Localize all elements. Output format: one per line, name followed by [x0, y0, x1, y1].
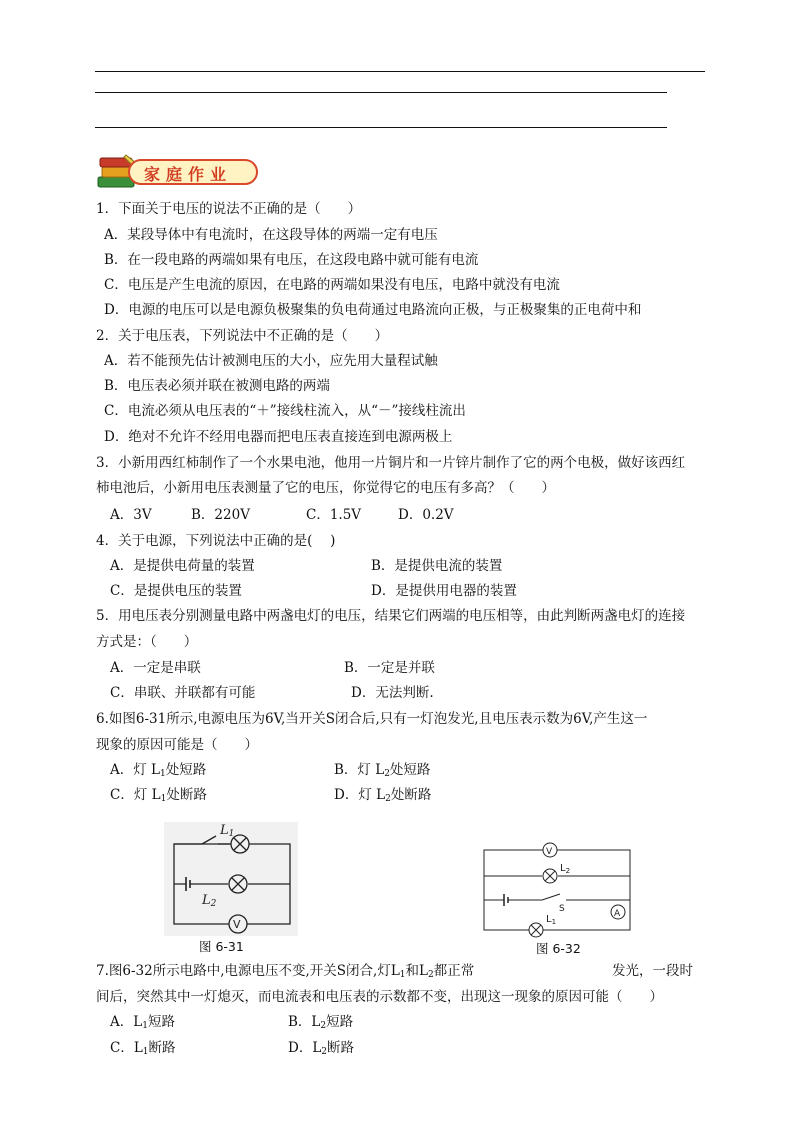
q6-option-c: C．灯 $L_1$处断路 — [110, 787, 207, 804]
fig632-l1-label: $L_1$ — [546, 914, 557, 926]
circuit-diagram-6-32 — [480, 838, 636, 942]
q1-option-a: A．某段导体中有电流时，在这段导体的两端一定有电压 — [104, 227, 438, 243]
circuit-diagram-6-31 — [164, 822, 298, 936]
fig631-l2-label: L2 — [202, 893, 217, 909]
q5-option-c: C．串联、并联都有可能 — [110, 685, 256, 701]
figure-6-31-caption: 图 6-31 — [199, 939, 244, 954]
q5-stem-line1: 5．用电压表分别测量电路中两盏电灯的电压，结果它们两端的电压相等，由此判断两盏电灯的连接 — [96, 608, 686, 624]
q7-stem-line2: 间后，突然其中一灯熄灭，而电流表和电压表的示数都不变，出现这一现象的原因可能（ ） — [96, 989, 663, 1005]
q1-option-d: D．电源的电压可以是电源负极聚集的负电荷通过电路流向正极，与正极聚集的正电荷中和 — [104, 302, 642, 318]
q2-option-c: C．电流必须从电压表的“＋”接线柱流入，从“－”接线柱流出 — [104, 403, 466, 419]
q7-option-c: C．$L_1$断路 — [110, 1040, 176, 1057]
answer-line-3 — [95, 127, 667, 128]
fig632-l2-label: $L_2$ — [560, 863, 571, 875]
fig631-voltmeter-label: V — [233, 918, 241, 931]
fig632-switch-label: S — [559, 904, 565, 914]
figure-6-32-caption: 图 6-32 — [536, 941, 581, 956]
fig631-l1-label: L1 — [220, 823, 235, 839]
q7-stem-line1-tail: 发光，一段时 — [612, 963, 693, 979]
q5-option-d: D．无法判断. — [351, 685, 434, 701]
figure-6-32 — [480, 838, 636, 942]
q1-option-b: B．在一段电路的两端如果有电压，在这段电路中就可能有电流 — [104, 252, 479, 268]
q5-stem-line2: 方式是：（ ） — [96, 634, 198, 650]
q1-option-c: C．电压是产生电流的原因，在电路的两端如果没有电压，电路中就没有电流 — [104, 277, 560, 293]
q4-option-b: B．是提供电流的装置 — [371, 558, 503, 574]
q4-option-a: A．是提供电荷量的装置 — [110, 558, 255, 574]
section-title: 家庭作业 — [144, 165, 233, 184]
fig632-ammeter-label: A — [614, 909, 621, 919]
q4-option-c: C．是提供电压的装置 — [110, 583, 242, 599]
q2-option-a: A．若不能预先估计被测电压的大小，应先用大量程试触 — [104, 353, 438, 369]
q6-option-d: D．灯 $L_2$处断路 — [334, 787, 432, 804]
q2-option-b: B．电压表必须并联在被测电路的两端 — [104, 378, 330, 394]
q4-option-d: D．是提供用电器的装置 — [371, 583, 517, 599]
q7-option-b: B．$L_2$短路 — [288, 1014, 354, 1031]
q5-option-a: A．一定是串联 — [110, 660, 201, 676]
q4-stem: 4．关于电源，下列说法中正确的是( ) — [96, 533, 336, 549]
q7-option-a: A．$L_1$短路 — [110, 1014, 175, 1031]
q5-option-b: B．一定是并联 — [344, 660, 435, 676]
q3-stem-line1: 3．小新用西红柿制作了一个水果电池，他用一片铜片和一片锌片制作了它的两个电极，做好该西红 — [96, 455, 686, 471]
figure-6-31 — [164, 822, 298, 936]
homework-header — [96, 153, 260, 191]
q3-option-c: C．1.5V — [306, 507, 362, 523]
q3-option-b: B．220V — [191, 507, 250, 523]
q6-option-a: A．灯 $L_1$处短路 — [110, 762, 207, 779]
q6-option-b: B．灯 $L_2$处短路 — [334, 762, 431, 779]
q3-option-a: A．3V — [110, 507, 152, 523]
q6-stem-line2: 现象的原因可能是（ ） — [96, 737, 258, 753]
q3-option-d: D．0.2V — [398, 507, 454, 523]
q7-option-d: D．$L_2$断路 — [288, 1040, 355, 1057]
q2-option-d: D．绝对不允许不经用电器而把电压表直接连到电源两极上 — [104, 429, 453, 445]
fig632-voltmeter-label: V — [546, 847, 553, 857]
answer-line-2 — [95, 92, 667, 93]
q6-stem-line1: 6.如图6-31所示,电源电压为6V,当开关S闭合后,只有一灯泡发光,且电压表示数为6V,产生这一 — [96, 711, 648, 727]
q2-stem: 2．关于电压表，下列说法中不正确的是（ ） — [96, 328, 389, 344]
q7-stem-line1: 7.图6-32所示电路中,电源电压不变,开关S闭合,灯$L_1$和$L_2$都正常 — [96, 963, 475, 980]
q1-stem: 1．下面关于电压的说法不正确的是（ ） — [96, 201, 362, 217]
q3-stem-line2: 柿电池后，小新用电压表测量了它的电压，你觉得它的电压有多高？（ ） — [96, 480, 555, 496]
answer-line-1 — [95, 71, 705, 72]
